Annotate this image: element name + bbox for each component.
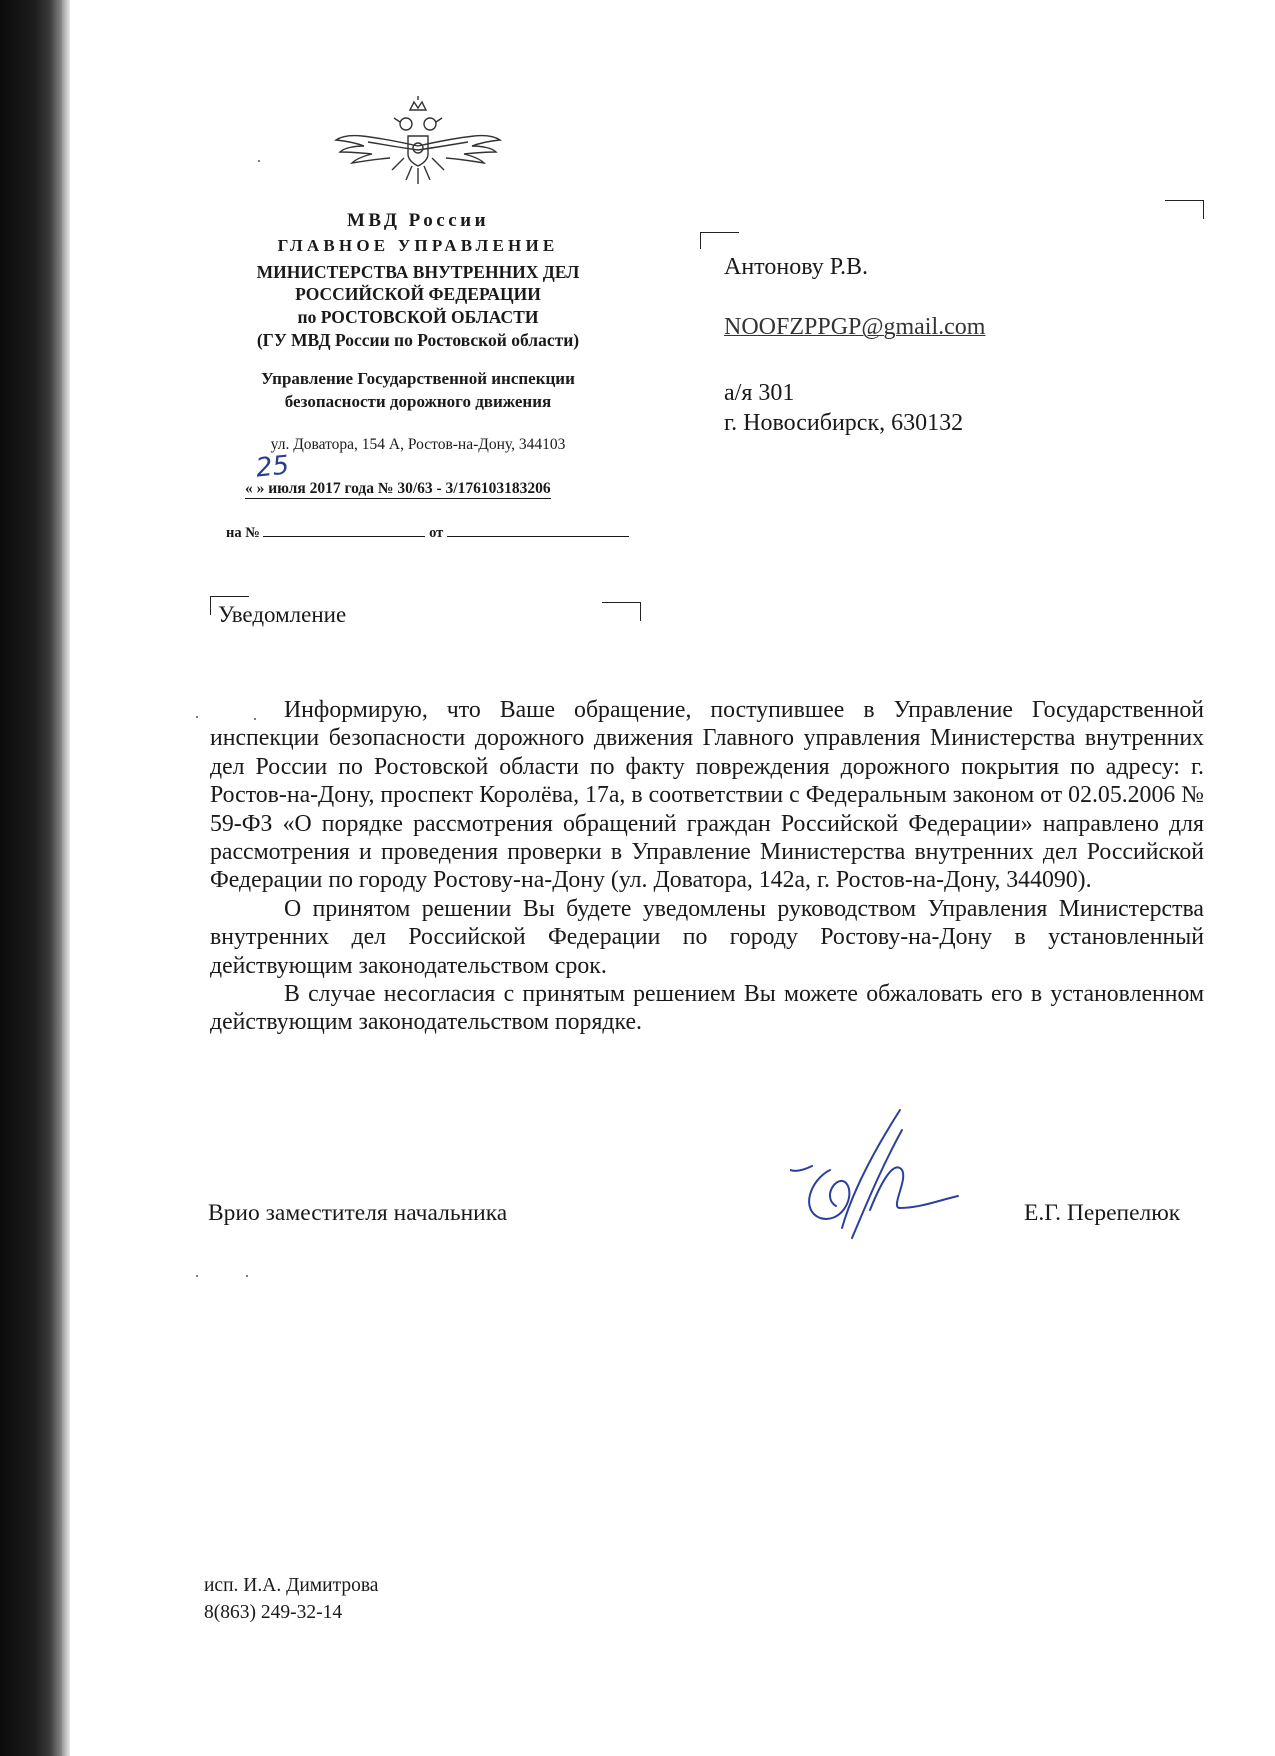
letterhead-department-line: Управление Государственной инспекции [261, 369, 575, 388]
address-corner-mark [700, 232, 739, 249]
body-paragraph: Информирую, что Ваше обращение, поступившее в Управление Государственной инспекции безопасности дорожного движения Главного управления Министерства внутренних дел России по Ростовской области по факту повреждения дорожного покрытия по адресу: г. Ростов-на-Дону, проспект Королёва, 17а, в соответствии с Федеральным законом от 02.05.2006 № 59-ФЗ «О порядке рассмотрения обращений граждан Российской Федерации» направлено для рассмотрения и проведения проверки в Управление Министерства внутренних дел Российской Федерации по городу Ростову-на-Дону (ул. Доватора, 142а, г. Ростов-на-Дону, 344090). [210, 697, 1204, 894]
letterhead-line: (ГУ МВД России по Ростовской области) [256, 330, 580, 350]
scan-speck [258, 160, 260, 162]
reference-line [226, 522, 629, 542]
executor-name: исп. И.А. Димитрова [204, 1575, 379, 1596]
letterhead-address: ул. Доватора, 154 А, Ростов-на-Дону, 344103 [270, 436, 566, 453]
addressee-name: Антонову Р.В. [724, 254, 869, 280]
document-title: Уведомление [218, 602, 347, 627]
letterhead-department-line: безопасности дорожного движения [284, 392, 552, 411]
reference-prefix: на № [226, 525, 260, 541]
addressee-city: г. Новосибирск, 630132 [724, 410, 964, 436]
addressee-po-box: а/я 301 [724, 380, 795, 406]
scan-binding-edge [0, 0, 62, 1756]
title-corner-mark [602, 602, 641, 621]
letterhead-line: РОССИЙСКОЙ ФЕДЕРАЦИИ [295, 284, 541, 304]
letterhead-main: ГЛАВНОЕ УПРАВЛЕНИЕ [277, 236, 559, 255]
handwritten-signature-icon [790, 1100, 960, 1250]
reference-date-blank [447, 522, 629, 537]
signer-name: Е.Г. Перепелюк [1024, 1200, 1181, 1226]
registration-number: « » июля 2017 года № 30/63 - 3/176103183206 [245, 480, 551, 497]
handwritten-day: 25 [254, 450, 291, 484]
reference-from: от [429, 525, 444, 541]
body-paragraph: В случае несогласия с принятым решением Вы можете обжаловать его в установленном действующим законодательством порядке. [210, 981, 1204, 1036]
letter-body [210, 696, 1204, 1037]
addressee-email[interactable]: NOOFZPPGP@gmail.com [724, 314, 986, 340]
scan-speck [196, 1275, 198, 1277]
scan-fold-shadow [62, 0, 70, 1756]
executor-phone: 8(863) 249-32-14 [204, 1602, 343, 1623]
signer-position: Врио заместителя начальника [208, 1200, 508, 1226]
scan-speck [196, 716, 198, 718]
body-paragraph: О принятом решении Вы будете уведомлены руководством Управления Министерства внутренних дел Российской Федерации по городу Ростову-на-Дону в установленный действующим законодательством срок. [210, 895, 1204, 979]
double-headed-eagle-emblem-icon [334, 96, 502, 188]
letterhead-department [180, 367, 656, 413]
letterhead-line: МИНИСТЕРСТВА ВНУТРЕННИХ ДЕЛ [256, 262, 580, 282]
letterhead-org: МВД России [346, 210, 490, 231]
letterhead-line: по РОСТОВСКОЙ ОБЛАСТИ [297, 307, 539, 327]
scan-speck [246, 1275, 248, 1277]
reference-number-blank [263, 522, 425, 537]
address-corner-mark [1165, 200, 1204, 219]
